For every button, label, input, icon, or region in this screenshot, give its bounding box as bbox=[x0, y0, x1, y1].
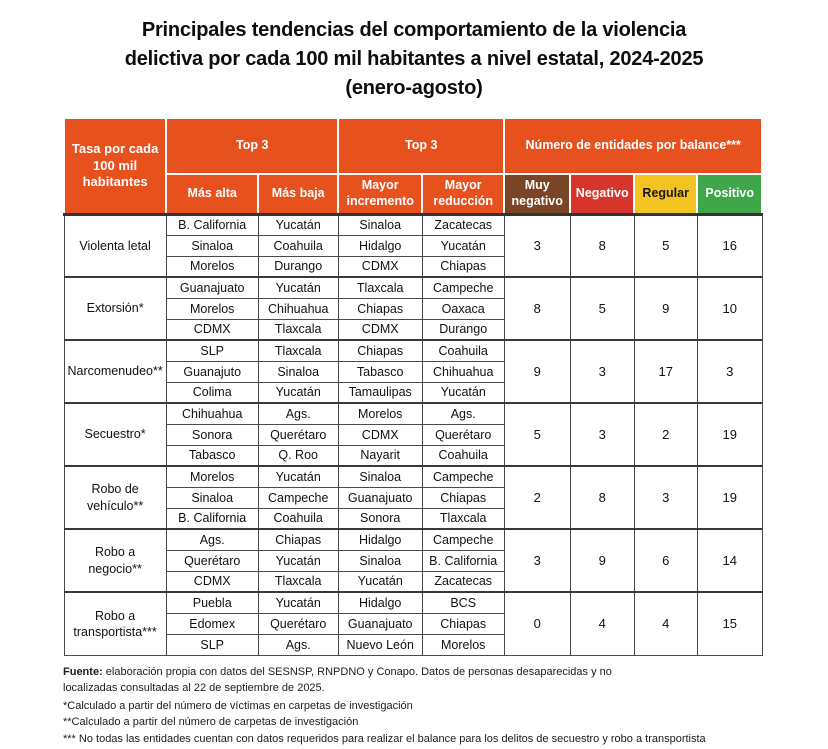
state-cell-mayor-incremento: Guanajuato bbox=[338, 487, 422, 508]
state-cell-mas-alta: Colima bbox=[166, 382, 258, 403]
state-cell-mas-alta: SLP bbox=[166, 634, 258, 655]
state-cell-mas-alta: Morelos bbox=[166, 298, 258, 319]
balance-count-muy-negativo: 8 bbox=[504, 277, 570, 340]
state-cell-mayor-reduccion: Chiapas bbox=[422, 487, 504, 508]
state-cell-mayor-incremento: Tlaxcala bbox=[338, 277, 422, 298]
state-cell-mayor-reduccion: Zacatecas bbox=[422, 214, 504, 235]
state-cell-mas-alta: Sinaloa bbox=[166, 235, 258, 256]
balance-count-muy-negativo: 2 bbox=[504, 466, 570, 529]
crime-label: Violenta letal bbox=[64, 214, 166, 277]
state-cell-mayor-incremento: Hidalgo bbox=[338, 529, 422, 550]
source-label: Fuente: bbox=[63, 665, 103, 678]
header-top3-left: Top 3 bbox=[166, 118, 338, 174]
state-cell-mas-baja: Yucatán bbox=[258, 214, 338, 235]
header-balance-group: Número de entidades por balance*** bbox=[504, 118, 762, 174]
state-cell-mas-baja: Q. Roo bbox=[258, 445, 338, 466]
state-cell-mayor-incremento: Sinaloa bbox=[338, 550, 422, 571]
state-cell-mas-baja: Coahuila bbox=[258, 508, 338, 529]
state-cell-mas-alta: B. California bbox=[166, 214, 258, 235]
state-cell-mayor-reduccion: Querétaro bbox=[422, 424, 504, 445]
crime-label: Extorsión* bbox=[64, 277, 166, 340]
balance-count-negativo: 4 bbox=[570, 592, 634, 655]
state-cell-mas-baja: Coahuila bbox=[258, 235, 338, 256]
state-cell-mayor-incremento: Nuevo León bbox=[338, 634, 422, 655]
balance-count-positivo: 19 bbox=[697, 403, 762, 466]
header-regular: Regular bbox=[634, 174, 697, 214]
balance-count-positivo: 15 bbox=[697, 592, 762, 655]
footnote-2: **Calculado a partir del número de carpetas de investigación bbox=[63, 716, 359, 728]
page-title bbox=[0, 0, 828, 103]
crime-label: Robo a transportista*** bbox=[64, 592, 166, 655]
state-cell-mas-alta: Puebla bbox=[166, 592, 258, 613]
state-cell-mas-baja: Durango bbox=[258, 256, 338, 277]
balance-count-muy-negativo: 3 bbox=[504, 529, 570, 592]
balance-count-positivo: 16 bbox=[697, 214, 762, 277]
balance-count-positivo: 10 bbox=[697, 277, 762, 340]
header-muy-negativo: Muy negativo bbox=[504, 174, 570, 214]
table-row bbox=[64, 529, 762, 550]
table-row bbox=[64, 340, 762, 361]
state-cell-mayor-reduccion: Chiapas bbox=[422, 613, 504, 634]
source-text: elaboración propia con datos del SESNSP, RNPDNO y Conapo. Datos de personas desaparecidas y no localizadas consultadas al 22 de septiembre de 2025. bbox=[63, 665, 612, 694]
violence-trends-table bbox=[63, 117, 763, 656]
state-cell-mas-baja: Sinaloa bbox=[258, 361, 338, 382]
state-cell-mayor-reduccion: BCS bbox=[422, 592, 504, 613]
balance-count-negativo: 5 bbox=[570, 277, 634, 340]
balance-count-negativo: 8 bbox=[570, 214, 634, 277]
crime-label: Secuestro* bbox=[64, 403, 166, 466]
state-cell-mas-alta: Guanajuato bbox=[166, 277, 258, 298]
state-cell-mayor-reduccion: Ags. bbox=[422, 403, 504, 424]
state-cell-mas-alta: Chihuahua bbox=[166, 403, 258, 424]
state-cell-mas-alta: Sinaloa bbox=[166, 487, 258, 508]
balance-count-negativo: 8 bbox=[570, 466, 634, 529]
footnote-3: *** No todas las entidades cuentan con datos requeridos para realizar el balance para los delitos de secuestro y robo a transportista bbox=[63, 732, 706, 745]
title-line-2: delictiva por cada 100 mil habitantes a nivel estatal, 2024-2025 bbox=[124, 48, 704, 70]
state-cell-mas-alta: CDMX bbox=[166, 571, 258, 592]
table-row bbox=[64, 466, 762, 487]
state-cell-mayor-incremento: CDMX bbox=[338, 424, 422, 445]
crime-label: Robo de vehículo** bbox=[64, 466, 166, 529]
state-cell-mayor-incremento: CDMX bbox=[338, 256, 422, 277]
balance-count-regular: 5 bbox=[634, 214, 697, 277]
state-cell-mas-alta: SLP bbox=[166, 340, 258, 361]
state-cell-mas-alta: Guanajuto bbox=[166, 361, 258, 382]
state-cell-mas-baja: Ags. bbox=[258, 634, 338, 655]
header-positivo: Positivo bbox=[697, 174, 762, 214]
state-cell-mas-baja: Yucatán bbox=[258, 277, 338, 298]
balance-count-muy-negativo: 5 bbox=[504, 403, 570, 466]
balance-count-regular: 2 bbox=[634, 403, 697, 466]
balance-count-regular: 3 bbox=[634, 466, 697, 529]
balance-count-positivo: 14 bbox=[697, 529, 762, 592]
state-cell-mayor-reduccion: Chiapas bbox=[422, 256, 504, 277]
header-mas-alta: Más alta bbox=[166, 174, 258, 214]
balance-count-negativo: 3 bbox=[570, 340, 634, 403]
header-rate-per-100k: Tasa por cada 100 mil habitantes bbox=[64, 118, 166, 214]
state-cell-mayor-reduccion: B. California bbox=[422, 550, 504, 571]
header-mas-baja: Más baja bbox=[258, 174, 338, 214]
title-line-3: (enero-agosto) bbox=[345, 77, 483, 99]
state-cell-mayor-incremento: Nayarit bbox=[338, 445, 422, 466]
title-line-1: Principales tendencias del comportamiento de la violencia bbox=[141, 19, 687, 41]
state-cell-mayor-reduccion: Coahuila bbox=[422, 445, 504, 466]
state-cell-mayor-incremento: Tabasco bbox=[338, 361, 422, 382]
header-top3-right: Top 3 bbox=[338, 118, 504, 174]
balance-count-muy-negativo: 0 bbox=[504, 592, 570, 655]
balance-count-regular: 6 bbox=[634, 529, 697, 592]
state-cell-mas-baja: Yucatán bbox=[258, 466, 338, 487]
state-cell-mas-baja: Querétaro bbox=[258, 613, 338, 634]
state-cell-mas-alta: Ags. bbox=[166, 529, 258, 550]
header-negativo: Negativo bbox=[570, 174, 634, 214]
balance-count-negativo: 3 bbox=[570, 403, 634, 466]
state-cell-mayor-incremento: CDMX bbox=[338, 319, 422, 340]
state-cell-mayor-incremento: Sinaloa bbox=[338, 466, 422, 487]
state-cell-mas-baja: Ags. bbox=[258, 403, 338, 424]
state-cell-mayor-reduccion: Yucatán bbox=[422, 235, 504, 256]
state-cell-mayor-incremento: Yucatán bbox=[338, 571, 422, 592]
state-cell-mas-alta: Tabasco bbox=[166, 445, 258, 466]
state-cell-mayor-reduccion: Oaxaca bbox=[422, 298, 504, 319]
state-cell-mas-alta: B. California bbox=[166, 508, 258, 529]
state-cell-mayor-incremento: Hidalgo bbox=[338, 235, 422, 256]
state-cell-mayor-reduccion: Morelos bbox=[422, 634, 504, 655]
state-cell-mas-baja: Tlaxcala bbox=[258, 571, 338, 592]
state-cell-mayor-reduccion: Campeche bbox=[422, 277, 504, 298]
source-note bbox=[63, 664, 623, 697]
state-cell-mayor-incremento: Guanajuato bbox=[338, 613, 422, 634]
state-cell-mayor-reduccion: Chihuahua bbox=[422, 361, 504, 382]
state-cell-mas-alta: Edomex bbox=[166, 613, 258, 634]
state-cell-mayor-incremento: Chiapas bbox=[338, 340, 422, 361]
state-cell-mas-alta: Morelos bbox=[166, 256, 258, 277]
state-cell-mas-baja: Chiapas bbox=[258, 529, 338, 550]
state-cell-mas-alta: Sonora bbox=[166, 424, 258, 445]
state-cell-mas-baja: Yucatán bbox=[258, 592, 338, 613]
crime-label: Robo a negocio** bbox=[64, 529, 166, 592]
state-cell-mas-alta: CDMX bbox=[166, 319, 258, 340]
state-cell-mayor-reduccion: Campeche bbox=[422, 529, 504, 550]
state-cell-mas-baja: Tlaxcala bbox=[258, 340, 338, 361]
state-cell-mas-baja: Querétaro bbox=[258, 424, 338, 445]
state-cell-mayor-incremento: Sinaloa bbox=[338, 214, 422, 235]
balance-count-muy-negativo: 9 bbox=[504, 340, 570, 403]
state-cell-mas-baja: Yucatán bbox=[258, 550, 338, 571]
state-cell-mayor-incremento: Tamaulipas bbox=[338, 382, 422, 403]
balance-count-positivo: 19 bbox=[697, 466, 762, 529]
state-cell-mayor-reduccion: Yucatán bbox=[422, 382, 504, 403]
table-row bbox=[64, 592, 762, 613]
balance-count-regular: 17 bbox=[634, 340, 697, 403]
state-cell-mayor-incremento: Chiapas bbox=[338, 298, 422, 319]
crime-label: Narcomenudeo** bbox=[64, 340, 166, 403]
table-row bbox=[64, 214, 762, 235]
header-mayor-reduccion: Mayor reducción bbox=[422, 174, 504, 214]
state-cell-mayor-reduccion: Campeche bbox=[422, 466, 504, 487]
state-cell-mayor-reduccion: Zacatecas bbox=[422, 571, 504, 592]
balance-count-regular: 9 bbox=[634, 277, 697, 340]
table-body bbox=[64, 214, 762, 655]
state-cell-mayor-reduccion: Durango bbox=[422, 319, 504, 340]
state-cell-mayor-reduccion: Tlaxcala bbox=[422, 508, 504, 529]
state-cell-mayor-incremento: Hidalgo bbox=[338, 592, 422, 613]
state-cell-mas-baja: Campeche bbox=[258, 487, 338, 508]
balance-count-negativo: 9 bbox=[570, 529, 634, 592]
header-mayor-incremento: Mayor incremento bbox=[338, 174, 422, 214]
state-cell-mas-alta: Querétaro bbox=[166, 550, 258, 571]
table-header bbox=[64, 118, 762, 214]
footnote-1: *Calculado a partir del número de víctimas en carpetas de investigación bbox=[63, 699, 413, 712]
state-cell-mayor-reduccion: Coahuila bbox=[422, 340, 504, 361]
balance-count-regular: 4 bbox=[634, 592, 697, 655]
state-cell-mas-baja: Chihuahua bbox=[258, 298, 338, 319]
table-row bbox=[64, 277, 762, 298]
state-cell-mayor-incremento: Morelos bbox=[338, 403, 422, 424]
balance-count-positivo: 3 bbox=[697, 340, 762, 403]
state-cell-mayor-incremento: Sonora bbox=[338, 508, 422, 529]
state-cell-mas-baja: Tlaxcala bbox=[258, 319, 338, 340]
state-cell-mas-alta: Morelos bbox=[166, 466, 258, 487]
balance-count-muy-negativo: 3 bbox=[504, 214, 570, 277]
table-row bbox=[64, 403, 762, 424]
footnotes bbox=[63, 664, 828, 748]
state-cell-mas-baja: Yucatán bbox=[258, 382, 338, 403]
